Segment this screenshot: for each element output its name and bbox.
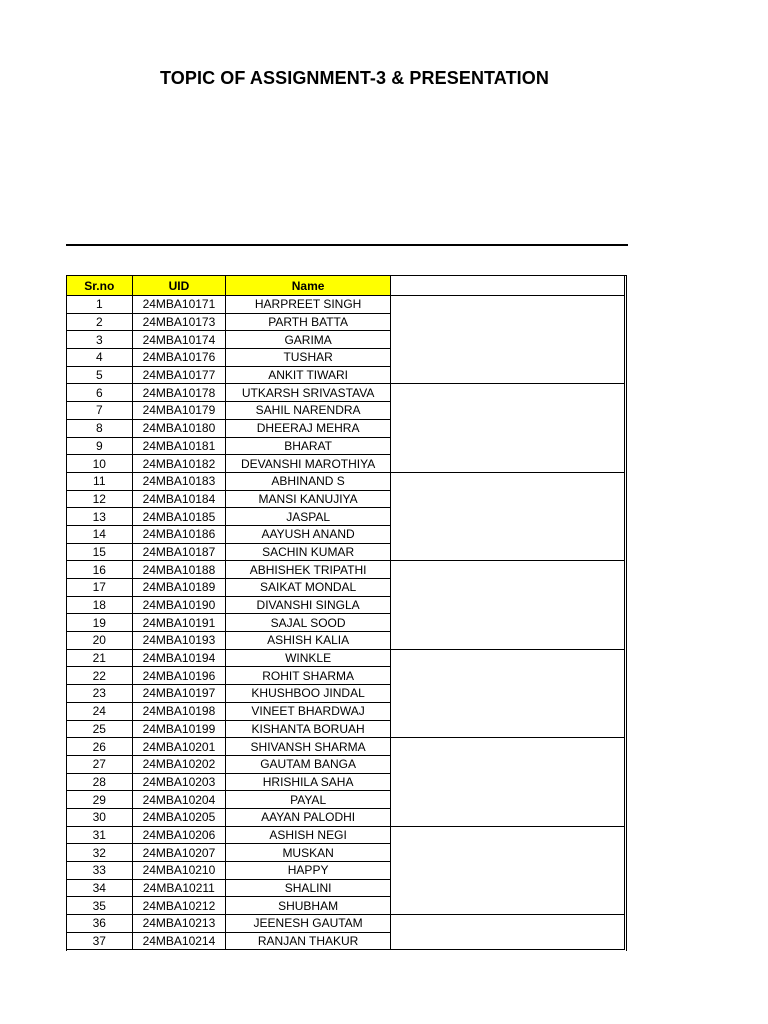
table-row: [67, 649, 625, 667]
cell-uid: 24MBA10199: [132, 720, 226, 738]
cell-srno: 10: [67, 455, 133, 473]
table-row: [67, 472, 625, 490]
cell-uid: 24MBA10187: [132, 543, 226, 561]
cell-srno: 12: [67, 490, 133, 508]
cell-uid: 24MBA10207: [132, 844, 226, 862]
cell-uid: 24MBA10198: [132, 702, 226, 720]
cell-uid: 24MBA10182: [132, 455, 226, 473]
header-name: Name: [226, 276, 391, 296]
cell-uid: 24MBA10193: [132, 632, 226, 650]
cell-name: JASPAL: [226, 508, 391, 526]
cell-name: KISHANTA BORUAH: [226, 720, 391, 738]
cell-uid: 24MBA10204: [132, 791, 226, 809]
cell-uid: 24MBA10194: [132, 649, 226, 667]
cell-srno: 6: [67, 384, 133, 402]
group-topic-cell: [390, 384, 624, 472]
cell-name: ASHISH KALIA: [226, 632, 391, 650]
group-topic-cell: [390, 472, 624, 560]
cell-name: SHIVANSH SHARMA: [226, 738, 391, 756]
cell-uid: 24MBA10183: [132, 472, 226, 490]
cell-srno: 23: [67, 685, 133, 703]
cell-srno: 15: [67, 543, 133, 561]
cell-uid: 24MBA10196: [132, 667, 226, 685]
cell-srno: 30: [67, 808, 133, 826]
cell-name: UTKARSH SRIVASTAVA: [226, 384, 391, 402]
cell-uid: 24MBA10214: [132, 932, 226, 950]
cell-srno: 14: [67, 525, 133, 543]
cell-name: SAIKAT MONDAL: [226, 579, 391, 597]
cell-name: BHARAT: [226, 437, 391, 455]
cell-srno: 13: [67, 508, 133, 526]
cell-uid: 24MBA10206: [132, 826, 226, 844]
student-table-container: [66, 275, 627, 951]
cell-uid: 24MBA10178: [132, 384, 226, 402]
cell-name: AAYUSH ANAND: [226, 525, 391, 543]
table-row: [67, 384, 625, 402]
cell-srno: 17: [67, 579, 133, 597]
cell-srno: 4: [67, 349, 133, 367]
cell-name: ASHISH NEGI: [226, 826, 391, 844]
cell-uid: 24MBA10201: [132, 738, 226, 756]
cell-name: ROHIT SHARMA: [226, 667, 391, 685]
cell-srno: 28: [67, 773, 133, 791]
cell-srno: 25: [67, 720, 133, 738]
cell-uid: 24MBA10189: [132, 579, 226, 597]
cell-srno: 29: [67, 791, 133, 809]
table-row: [67, 296, 625, 314]
cell-uid: 24MBA10197: [132, 685, 226, 703]
cell-srno: 21: [67, 649, 133, 667]
cell-srno: 33: [67, 862, 133, 880]
cell-srno: 3: [67, 331, 133, 349]
cell-srno: 9: [67, 437, 133, 455]
cell-srno: 18: [67, 596, 133, 614]
cell-name: GARIMA: [226, 331, 391, 349]
cell-name: ABHINAND S: [226, 472, 391, 490]
cell-name: ABHISHEK TRIPATHI: [226, 561, 391, 579]
cell-uid: 24MBA10213: [132, 915, 226, 933]
cell-name: ANKIT TIWARI: [226, 366, 391, 384]
cell-name: DHEERAJ MEHRA: [226, 419, 391, 437]
cell-srno: 8: [67, 419, 133, 437]
cell-srno: 31: [67, 826, 133, 844]
table-row: [67, 826, 625, 844]
cell-uid: 24MBA10191: [132, 614, 226, 632]
cell-srno: 2: [67, 313, 133, 331]
cell-srno: 34: [67, 879, 133, 897]
cell-uid: 24MBA10184: [132, 490, 226, 508]
cell-srno: 19: [67, 614, 133, 632]
cell-uid: 24MBA10211: [132, 879, 226, 897]
group-topic-cell: [390, 915, 624, 950]
cell-srno: 1: [67, 296, 133, 314]
cell-name: JEENESH GAUTAM: [226, 915, 391, 933]
header-topic: [390, 276, 624, 296]
cell-name: HRISHILA SAHA: [226, 773, 391, 791]
cell-name: SAJAL SOOD: [226, 614, 391, 632]
cell-name: MUSKAN: [226, 844, 391, 862]
cell-uid: 24MBA10203: [132, 773, 226, 791]
cell-name: GAUTAM BANGA: [226, 755, 391, 773]
cell-srno: 26: [67, 738, 133, 756]
cell-uid: 24MBA10190: [132, 596, 226, 614]
cell-uid: 24MBA10177: [132, 366, 226, 384]
cell-name: HAPPY: [226, 862, 391, 880]
cell-uid: 24MBA10171: [132, 296, 226, 314]
cell-name: SHALINI: [226, 879, 391, 897]
cell-srno: 22: [67, 667, 133, 685]
cell-uid: 24MBA10186: [132, 525, 226, 543]
cell-uid: 24MBA10179: [132, 402, 226, 420]
table-row: [67, 915, 625, 933]
cell-uid: 24MBA10176: [132, 349, 226, 367]
cell-srno: 11: [67, 472, 133, 490]
cell-name: MANSI KANUJIYA: [226, 490, 391, 508]
cell-uid: 24MBA10188: [132, 561, 226, 579]
cell-name: AAYAN PALODHI: [226, 808, 391, 826]
cell-srno: 24: [67, 702, 133, 720]
cell-uid: 24MBA10181: [132, 437, 226, 455]
cell-srno: 32: [67, 844, 133, 862]
cell-srno: 37: [67, 932, 133, 950]
cell-name: PAYAL: [226, 791, 391, 809]
table-row: [67, 738, 625, 756]
cell-srno: 27: [67, 755, 133, 773]
cell-srno: 5: [67, 366, 133, 384]
horizontal-rule: [66, 244, 628, 246]
cell-name: SHUBHAM: [226, 897, 391, 915]
cell-name: TUSHAR: [226, 349, 391, 367]
cell-uid: 24MBA10210: [132, 862, 226, 880]
group-topic-cell: [390, 826, 624, 914]
cell-srno: 36: [67, 915, 133, 933]
cell-uid: 24MBA10185: [132, 508, 226, 526]
cell-uid: 24MBA10205: [132, 808, 226, 826]
group-topic-cell: [390, 738, 624, 826]
student-table: [66, 275, 625, 950]
cell-name: SACHIN KUMAR: [226, 543, 391, 561]
group-topic-cell: [390, 649, 624, 737]
cell-name: RANJAN THAKUR: [226, 932, 391, 950]
table-row: [67, 561, 625, 579]
cell-name: DIVANSHI SINGLA: [226, 596, 391, 614]
cell-srno: 7: [67, 402, 133, 420]
cell-name: PARTH BATTA: [226, 313, 391, 331]
cell-uid: 24MBA10180: [132, 419, 226, 437]
cell-srno: 20: [67, 632, 133, 650]
cell-name: HARPREET SINGH: [226, 296, 391, 314]
cell-srno: 16: [67, 561, 133, 579]
cell-name: WINKLE: [226, 649, 391, 667]
cell-name: KHUSHBOO JINDAL: [226, 685, 391, 703]
cell-srno: 35: [67, 897, 133, 915]
header-uid: UID: [132, 276, 226, 296]
group-topic-cell: [390, 296, 624, 384]
cell-uid: 24MBA10173: [132, 313, 226, 331]
header-srno: Sr.no: [67, 276, 133, 296]
cell-uid: 24MBA10174: [132, 331, 226, 349]
cell-uid: 24MBA10212: [132, 897, 226, 915]
cell-uid: 24MBA10202: [132, 755, 226, 773]
document-title: TOPIC OF ASSIGNMENT-3 & PRESENTATION: [160, 68, 549, 88]
group-topic-cell: [390, 561, 624, 649]
header-row: [67, 276, 625, 296]
cell-name: VINEET BHARDWAJ: [226, 702, 391, 720]
cell-name: SAHIL NARENDRA: [226, 402, 391, 420]
cell-name: DEVANSHI MAROTHIYA: [226, 455, 391, 473]
